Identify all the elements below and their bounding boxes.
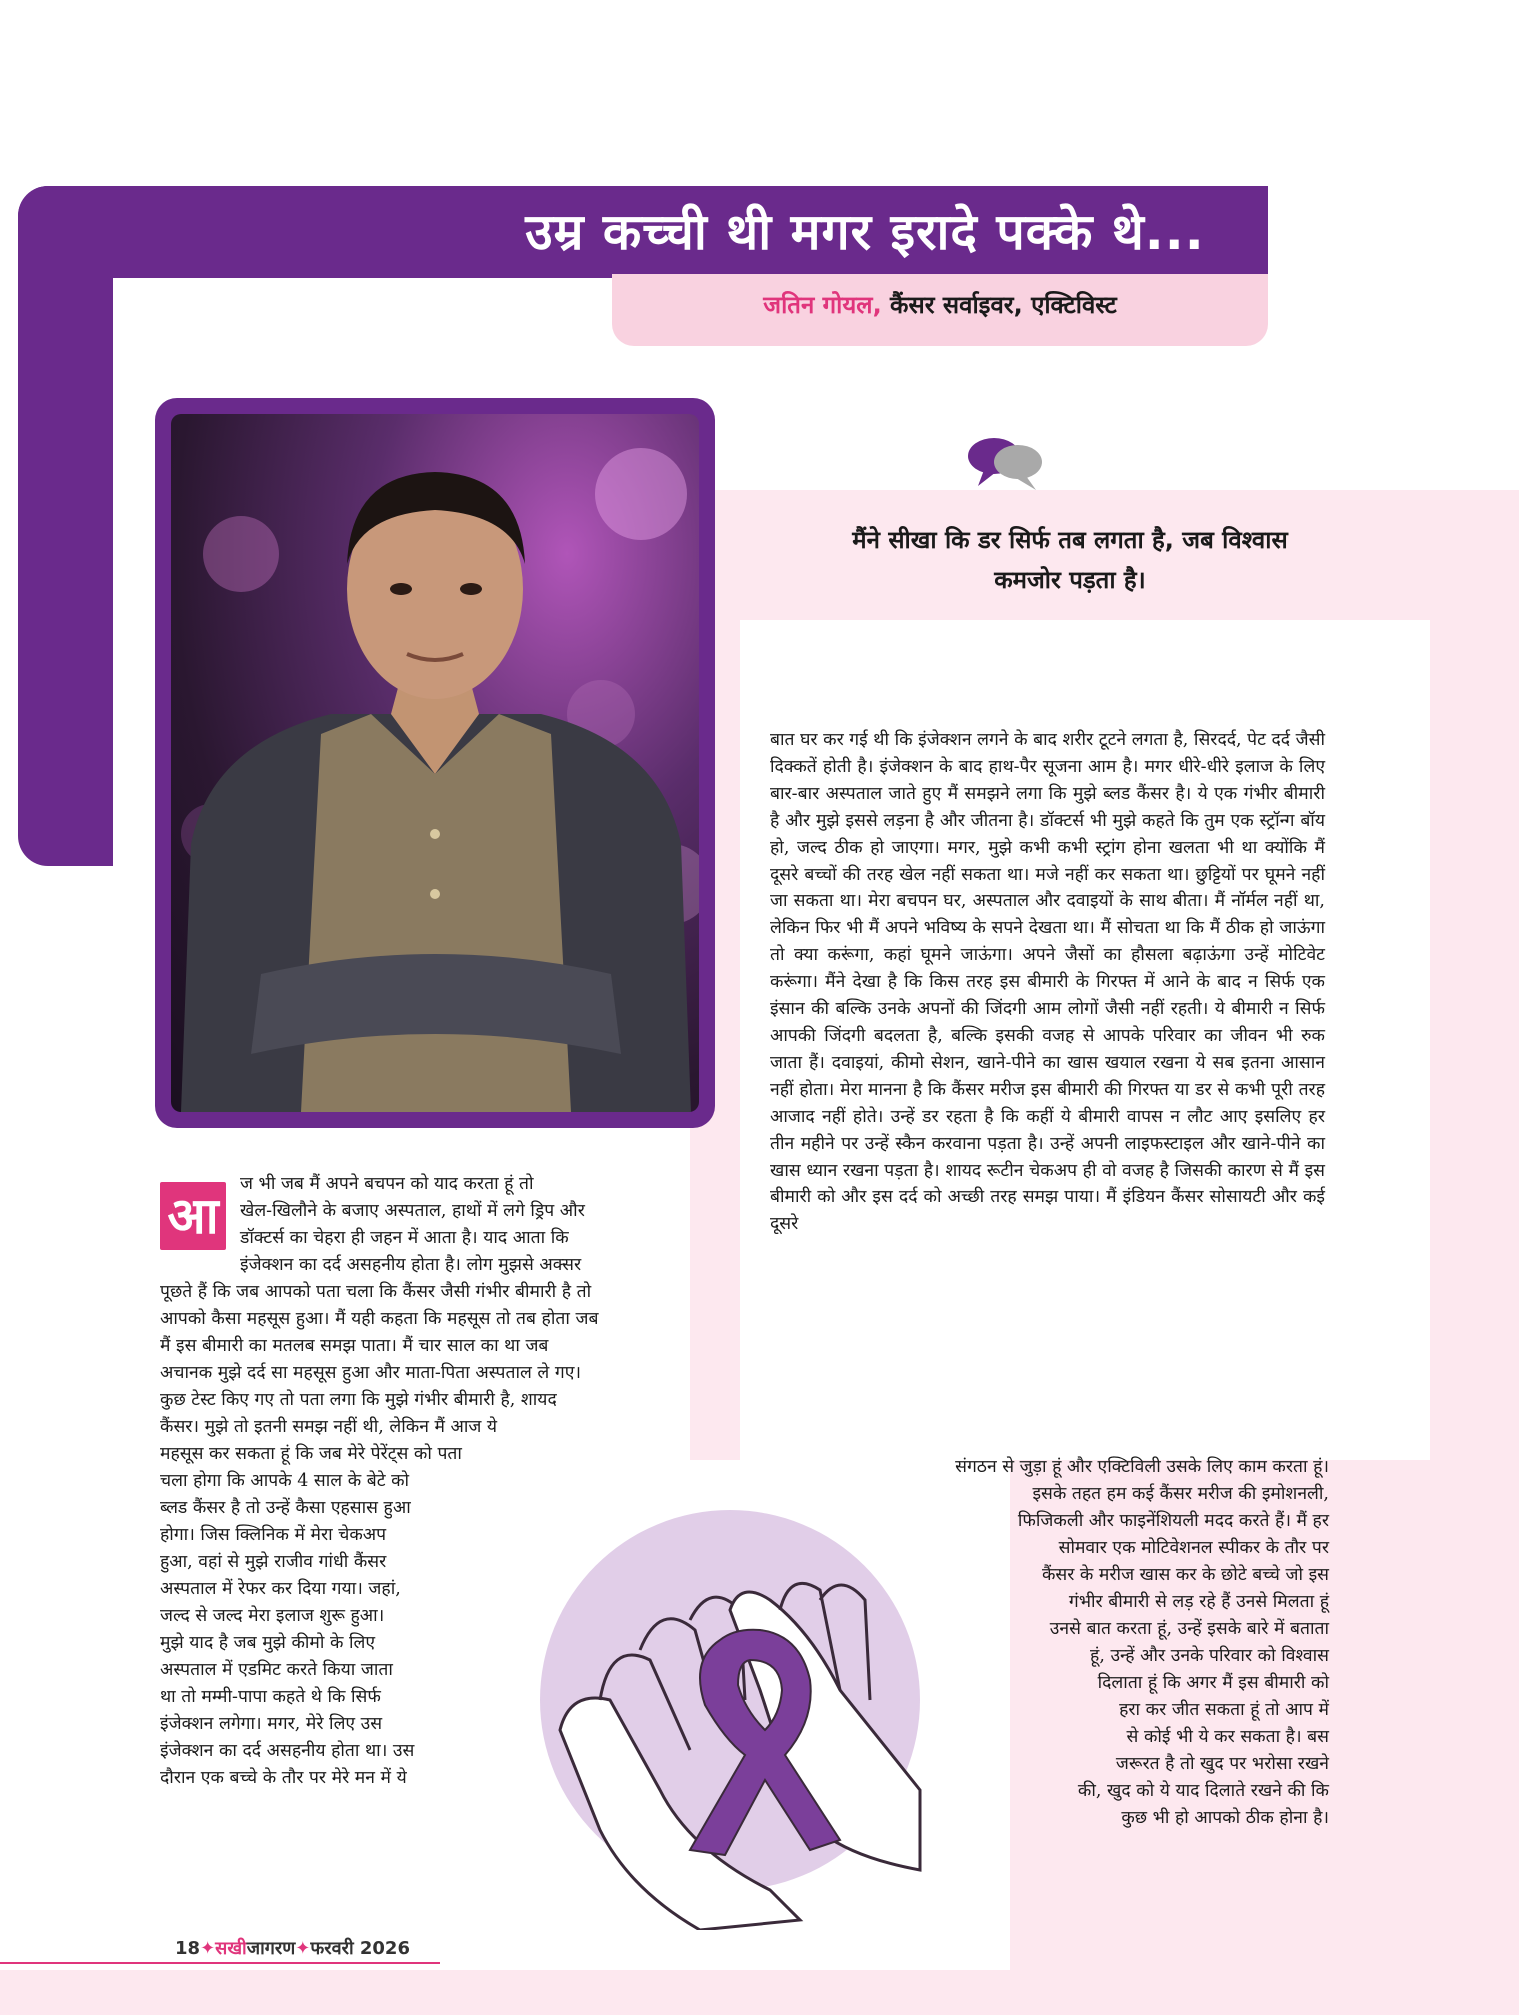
left-column-line: चला होगा कि आपके 4 साल के बेटे को (160, 1471, 410, 1491)
left-column-line: अचानक मुझे दर्द सा महसूस हुआ और माता-पिता अस्पताल ले गए। (160, 1363, 582, 1383)
left-column-line: हुआ, वहां से मुझे राजीव गांधी कैंसर (160, 1552, 387, 1572)
right-column-line: उनसे बात करता हूं, उन्हें इसके बारे में बताता (1049, 1619, 1329, 1639)
left-column-line: मैं इस बीमारी का मतलब समझ पाता। मैं चार साल का था जब (160, 1336, 549, 1356)
right-column-line: गंभीर बीमारी से लड़ रहे हैं उनसे मिलता हूं (1068, 1592, 1329, 1612)
page-number: 18 (175, 1938, 201, 1959)
purple-side-bar (18, 186, 113, 866)
left-column-line: जल्द से जल्द मेरा इलाज शुरू हुआ। (160, 1606, 385, 1626)
left-column-line: आपको कैसा महसूस हुआ। मैं यही कहता कि महसूस तो तब होता जब (160, 1309, 599, 1329)
magazine-brand-a: सखी (215, 1938, 247, 1959)
right-column-line: इसके तहत हम कई कैंसर मरीज की इमोशनली, (1032, 1484, 1329, 1504)
left-column-line: अस्पताल में एडमिट करते किया जाता (160, 1660, 393, 1680)
left-column-line: होगा। जिस क्लिनिक में मेरा चेकअप (160, 1525, 387, 1545)
author-name: जतिन गोयल, (763, 291, 882, 319)
footer-rule (0, 1962, 440, 1964)
footer-separator: ✦ (295, 1938, 311, 1959)
author-role: कैंसर सर्वाइवर, एक्टिविस्ट (881, 291, 1117, 319)
portrait-illustration (171, 414, 699, 1112)
left-column-line: इंजेक्शन का दर्द असहनीय होता है। लोग मुझसे अक्सर (240, 1255, 582, 1275)
right-column-text: बात घर कर गई थी कि इंजेक्शन लगने के बाद शरीर टूटने लगता है, सिरदर्द, पेट दर्द जैसी दिक्कतें होती है। इंजेक्शन के बाद हाथ-पैर सूजना आम है। मगर धीरे-धीरे इलाज के लिए बार-बार अस्पताल जाते हुए मैं समझने लगा कि मुझे ब्लड कैंसर है। ये एक गंभीर बीमारी है और मुझे इससे लड़ना है और जीतना है। डॉक्टर्स भी मुझे कहते कि तुम एक स्ट्रॉन्ग बॉय हो, जल्द ठीक हो जाएगा। मगर, मुझे कभी कभी स्ट्रांग होना खलता भी था क्योंकि मैं दूसरे बच्चों की तरह खेल नहीं सकता था। मजे नहीं कर सकता था। छुट्टियों पर घूमने नहीं जा सकता था। मेरा बचपन घर, अस्पताल और दवाइयों के साथ बीता। मैं नॉर्मल नहीं था, लेकिन फिर भी मैं अपने भविष्य के सपने देखता था। मैं सोचता था कि मैं ठीक हो जाऊंगा तो क्या करूंगा, कहां घूमने जाऊंगा। अपने जैसों का हौसला बढ़ाऊंगा उन्हें मोटिवेट करूंगा। मैंने देखा है कि किस तरह इस बीमारी के गिरफ्त में आने के बाद न सिर्फ एक इंसान की बल्कि उनके अपनों की जिंदगी आम लोगों जैसी नहीं रहती। ये बीमारी न सिर्फ आपकी जिंदगी बदलता है, बल्कि इसकी वजह से आपके परिवार का जीवन भी रुक जाता हैं। दवाइयां, कीमो सेशन, खाने-पीने का खास खयाल रखना ये सब इतना आसान नहीं होता। मेरा मानना है कि कैंसर मरीज इस बीमारी की गिरफ्त या डर से कभी पूरी तरह आजाद नहीं होते। उन्हें डर रहता है कि कहीं ये बीमारी वापस न लौट आए इसलिए हर तीन महीने पर उन्हें स्कैन करवाना पड़ता है। उन्हें अपनी लाइफस्टाइल और खाने-पीने का खास ध्यान रखना पड़ता है। शायद रूटीन चेकअप ही वो वजह है जिसकी कारण से मैं इस बीमारी को और इस दर्द को अच्छी तरह समझ पाया। मैं इंडियन कैंसर सोसायटी और कई दूसरे (770, 730, 1325, 1235)
right-column-line: हूं, उन्हें और उनके परिवार को विश्वास (1090, 1646, 1329, 1666)
left-column-line: खेल-खिलौने के बजाए अस्पताल, हाथों में लगे ड्रिप और (240, 1201, 585, 1221)
byline (612, 288, 1268, 321)
pull-quote-line: कमजोर पड़ता है। (994, 566, 1146, 594)
pull-quote-line: मैंने सीखा कि डर सिर्फ तब लगता है, जब विश्वास (852, 526, 1288, 554)
left-column-line: था तो मम्मी-पापा कहते थे कि सिर्फ (160, 1687, 381, 1707)
right-column-line: जरूरत है तो खुद पर भरोसा रखने (1115, 1754, 1329, 1774)
page-footer (175, 1936, 410, 1960)
page-title: उम्र कच्ची थी मगर इरादे पक्के थे... (525, 203, 1205, 261)
right-column-line: हरा कर जीत सकता हूं तो आप में (1119, 1700, 1329, 1720)
right-column-line: कैंसर के मरीज खास कर के छोटे बच्चे जो इस (1041, 1565, 1329, 1585)
right-column-line: से कोई भी ये कर सकता है। बस (1126, 1727, 1329, 1747)
right-column-line: दिलाता हूं कि अगर मैं इस बीमारी को (1097, 1673, 1329, 1693)
left-column-line: दौरान एक बच्चे के तौर पर मेरे मन में ये (160, 1768, 407, 1788)
left-column-line: ब्लड कैंसर है तो उन्हें कैसा एहसास हुआ (160, 1498, 411, 1518)
right-column-line: सोमवार एक मोटिवेशनल स्पीकर के तौर पर (1058, 1538, 1329, 1558)
right-column-line: कुछ भी हो आपको ठीक होना है। (1121, 1808, 1329, 1828)
pull-quote (770, 520, 1370, 600)
left-column-line: अस्पताल में रेफर कर दिया गया। जहां, (160, 1579, 401, 1599)
left-column-line: महसूस कर सकता हूं कि जब मेरे पेरेंट्स को पता (160, 1444, 462, 1464)
left-column-line: कुछ टेस्ट किए गए तो पता लगा कि मुझे गंभीर बीमारी है, शायद (160, 1390, 557, 1410)
right-column-line: फिजिकली और फाइनेंशियली मदद करते हैं। मैं हर (1017, 1511, 1329, 1531)
left-column-line: इंजेक्शन का दर्द असहनीय होता था। उस (160, 1741, 415, 1761)
magazine-brand-b: जागरण (246, 1938, 296, 1959)
left-column-line: कैंसर। मुझे तो इतनी समझ नहीं थी, लेकिन मैं आज ये (160, 1417, 498, 1437)
right-column-line: संगठन से जुड़ा हूं और एक्टिविली उसके लिए काम करता हूं। (955, 1457, 1329, 1477)
left-column-line: पूछते हैं कि जब आपको पता चला कि कैंसर जैसी गंभीर बीमारी है तो (160, 1282, 592, 1302)
left-column-line: मुझे याद है जब मुझे कीमो के लिए (160, 1633, 376, 1653)
left-column-line: ज भी जब मैं अपने बचपन को याद करता हूं तो (240, 1174, 534, 1194)
speech-bubbles-icon (966, 432, 1046, 492)
hands-ribbon-illustration (540, 1490, 960, 1930)
left-column-line: इंजेक्शन लगेगा। मगर, मेरे लिए उस (160, 1714, 383, 1734)
drop-cap: आ (160, 1182, 226, 1250)
author-photo (171, 414, 699, 1112)
right-column-line: की, खुद को ये याद दिलाते रखने की कि (1077, 1781, 1329, 1801)
left-column-line: डॉक्टर्स का चेहरा ही जहन में आता है। याद आता कि (240, 1228, 569, 1248)
issue-date: फरवरी 2026 (310, 1938, 410, 1959)
footer-separator: ✦ (200, 1938, 216, 1959)
